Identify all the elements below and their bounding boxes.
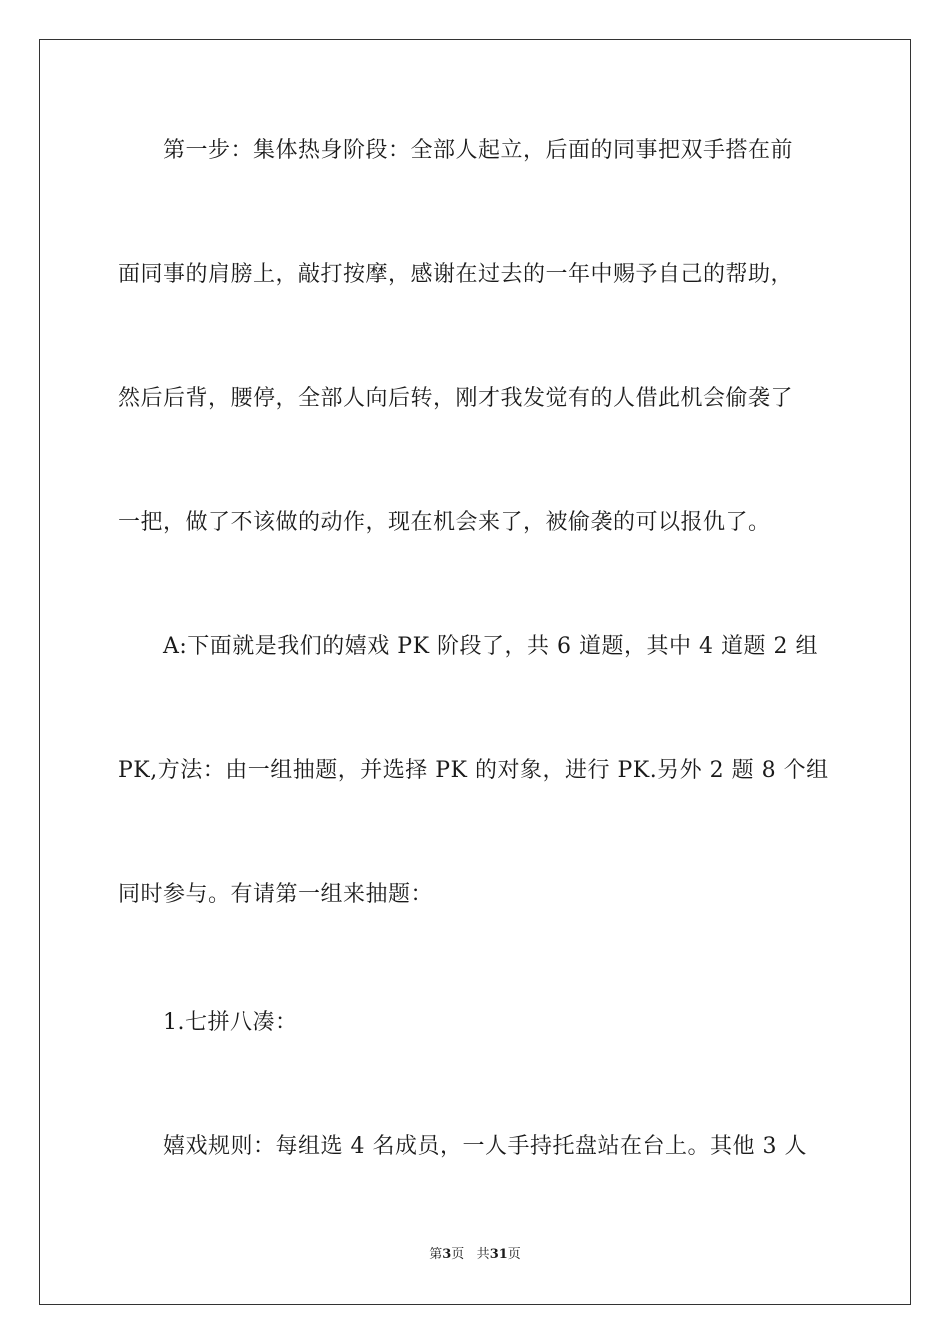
- paragraph-line-1: 第一步：集体热身阶段：全部人起立，后面的同事把双手搭在前: [163, 138, 794, 163]
- paragraph-line-7: 同时参与。有请第一组来抽题：: [118, 882, 434, 907]
- footer-total-pages: 31: [489, 1247, 508, 1262]
- page-footer: [0, 1246, 950, 1264]
- paragraph-line-4: 一把，做了不该做的动作，现在机会来了，被偷袭的可以报仇了。: [118, 510, 771, 535]
- list-item-heading: 1.七拼八凑：: [163, 1010, 298, 1035]
- paragraph-line-2: 面同事的肩膀上，敲打按摩，感谢在过去的一年中赐予自己的帮助，: [118, 262, 794, 287]
- footer-page-number: 3: [442, 1247, 452, 1262]
- footer-prefix: 第: [429, 1247, 443, 1262]
- footer-page-suffix: 页: [451, 1247, 465, 1262]
- paragraph-line-9: 嬉戏规则：每组选 4 名成员，一人手持托盘站在台上。其他 3 人: [163, 1134, 807, 1159]
- page-border: [39, 39, 911, 1305]
- footer-total-prefix: 共: [476, 1247, 490, 1262]
- paragraph-line-6: PK,方法：由一组抽题，并选择 PK 的对象，进行 PK.另外 2 题 8 个组: [118, 758, 829, 783]
- paragraph-line-3: 然后后背，腰停，全部人向后转，刚才我发觉有的人借此机会偷袭了: [118, 386, 794, 411]
- paragraph-line-5: A:下面就是我们的嬉戏 PK 阶段了，共 6 道题，其中 4 道题 2 组: [163, 634, 818, 659]
- footer-total-suffix: 页: [507, 1247, 521, 1262]
